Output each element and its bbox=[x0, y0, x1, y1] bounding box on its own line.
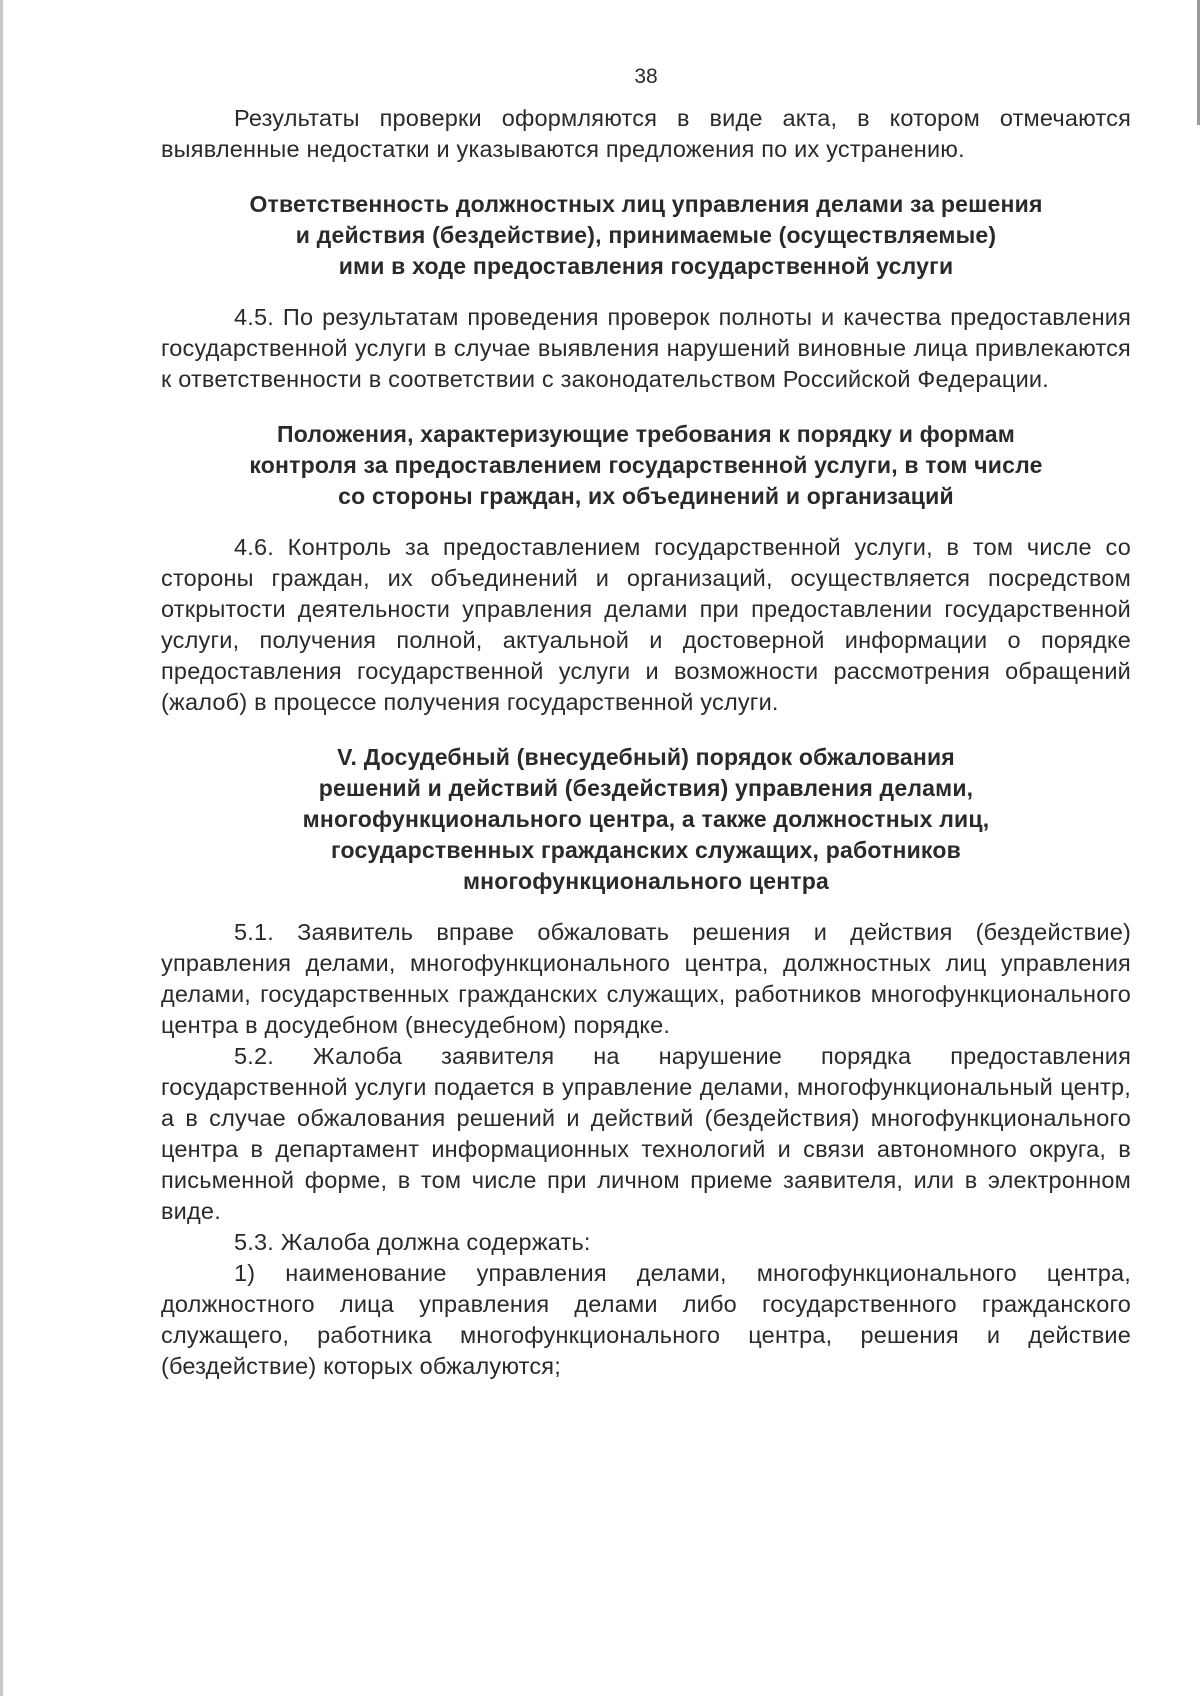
heading-line: и действия (бездействие), принимаемые (осуществляемые) bbox=[295, 222, 997, 248]
section-heading-control bbox=[161, 419, 1131, 512]
paragraph-5-3-item-1: 1) наименование управления делами, многофункционального центра, должностного лица управления делами либо государственного гражданского служащего, работника многофункционального центра, решения и действие (бездействие) которых обжалуются; bbox=[161, 1260, 1131, 1379]
heading-line: решений и действий (бездействия) управления делами, bbox=[318, 775, 974, 801]
page-left-edge bbox=[0, 0, 3, 1696]
heading-line: Положения, характеризующие требования к порядку и формам bbox=[277, 421, 1015, 447]
paragraph-5-3: 5.3. Жалоба должна содержать: bbox=[234, 1229, 591, 1255]
heading-line: ими в ходе предоставления государственной услуги bbox=[338, 253, 954, 279]
section-heading-appeal bbox=[161, 742, 1131, 897]
heading-line: со стороны граждан, их объединений и организаций bbox=[338, 483, 954, 509]
paragraph-5-1: 5.1. Заявитель вправе обжаловать решения и действия (бездействие) управления делами, многофункционального центра, должностных лиц управления делами, государственных гражданских служащих, работников многофункционального центра в досудебном (внесудебном) порядке. bbox=[161, 919, 1131, 1038]
section-heading-responsibility bbox=[161, 189, 1131, 282]
heading-line: контроля за предоставлением государственной услуги, в том числе bbox=[249, 452, 1043, 478]
heading-line: Ответственность должностных лиц управления делами за решения bbox=[249, 191, 1043, 217]
paragraph-4-6: 4.6. Контроль за предоставлением государственной услуги, в том числе со стороны граждан, их объединений и организаций, осуществляется посредством открытости деятельности управления делами при предоставлении государственной услуги, получения полной, актуальной и достоверной информации о порядке предоставления государственной услуги и возможности рассмотрения обращений (жалоб) в процессе получения государственной услуги. bbox=[161, 534, 1131, 715]
heading-line: многофункционального центра bbox=[462, 868, 830, 894]
paragraph-5-2: 5.2. Жалоба заявителя на нарушение порядка предоставления государственной услуги подается в управление делами, многофункциональный центр, а в случае обжалования решений и действий (бездействия) многофункционального центра в департамент информационных технологий и связи автономного округа, в письменной форме, в том числе при личном приеме заявителя, или в электронном виде. bbox=[161, 1043, 1131, 1224]
intro-paragraph: Результаты проверки оформляются в виде акта, в котором отмечаются выявленные недостатки и указываются предложения по их устранению. bbox=[161, 105, 1131, 162]
paragraph-4-5: 4.5. По результатам проведения проверок полноты и качества предоставления государственной услуги в случае выявления нарушений виновные лица привлекаются к ответственности в соответствии с законодательством Российской Федерации. bbox=[161, 304, 1131, 392]
heading-line: V. Досудебный (внесудебный) порядок обжалования bbox=[337, 744, 955, 770]
heading-line: многофункционального центра, а также должностных лиц, bbox=[302, 806, 990, 832]
page-content bbox=[161, 62, 1131, 1382]
page-number: 38 bbox=[634, 65, 658, 88]
heading-line: государственных гражданских служащих, работников bbox=[331, 837, 961, 863]
